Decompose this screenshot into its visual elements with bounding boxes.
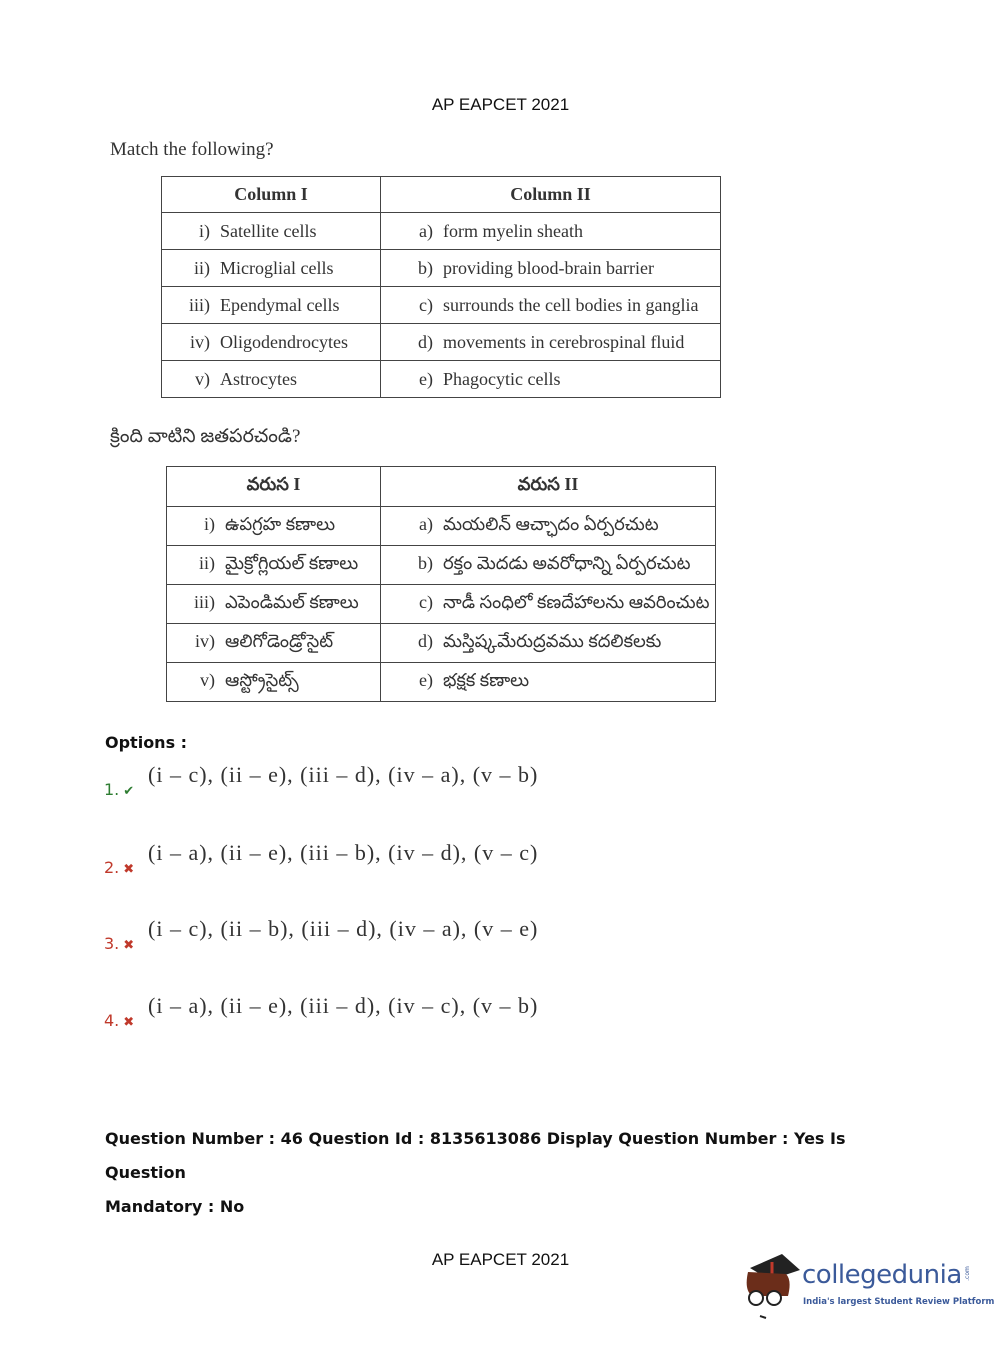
table-cell [381, 287, 721, 324]
table-row [167, 507, 716, 546]
item-text: surrounds the cell bodies in ganglia [443, 294, 699, 315]
logo-text: collegedunia [802, 1260, 962, 1290]
table-cell [167, 624, 381, 663]
table-row [167, 546, 716, 585]
column-header: వరుస I [167, 467, 381, 507]
item-text: ఆలిగోడెండ్రోసైట్ [225, 630, 334, 651]
option-number-text: 3. [104, 934, 120, 953]
item-number: b) [418, 552, 433, 573]
item-text: form myelin sheath [443, 220, 583, 241]
logo-suffix: .com [963, 1266, 971, 1281]
table-cell [381, 250, 721, 287]
item-number: a) [419, 220, 433, 241]
option-text: (i – a), (ii – e), (iii – d), (iv – c), (v – b) [148, 993, 539, 1018]
item-number: iv) [190, 331, 210, 352]
option-number [104, 934, 144, 953]
item-number: v) [195, 368, 210, 389]
table-cell [381, 324, 721, 361]
option-number [104, 780, 144, 799]
meta-line: Mandatory : No [105, 1197, 245, 1216]
table-cell [381, 546, 716, 585]
collegedunia-logo [742, 1250, 995, 1320]
table-row [162, 213, 721, 250]
table-cell [162, 213, 381, 250]
item-text: ఎపెండిమల్ కణాలు [225, 591, 359, 612]
table-cell [381, 361, 721, 398]
column-header: వరుస II [381, 467, 716, 507]
option-text: (i – a), (ii – e), (iii – b), (iv – d), (v – c) [148, 840, 539, 865]
option-number-text: 4. [104, 1011, 120, 1030]
mascot-icon [742, 1250, 802, 1320]
item-number: iii) [189, 294, 210, 315]
item-number: d) [418, 630, 433, 651]
question-metadata [105, 1122, 905, 1224]
item-number: b) [418, 257, 433, 278]
item-number: c) [419, 294, 433, 315]
item-number: e) [419, 368, 433, 389]
table-row [162, 324, 721, 361]
item-number: a) [419, 513, 433, 534]
item-number: i) [204, 513, 215, 534]
page-header: AP EAPCET 2021 [431, 95, 570, 114]
item-number: iv) [195, 630, 215, 651]
table-cell [381, 585, 716, 624]
item-text: మస్తిష్కమేరుద్రవము కదలికలకు [443, 630, 662, 651]
match-table-en [161, 176, 721, 398]
item-text: మైక్రోగ్లియల్ కణాలు [225, 552, 359, 573]
logo-tagline: India's largest Student Review Platform [803, 1297, 995, 1307]
table-cell [381, 624, 716, 663]
item-text: Microglial cells [220, 257, 334, 278]
table-cell [162, 250, 381, 287]
item-text: movements in cerebrospinal fluid [443, 331, 685, 352]
table-row [167, 585, 716, 624]
table-row [162, 361, 721, 398]
cross-icon: ✖ [123, 862, 135, 877]
item-text: providing blood-brain barrier [443, 257, 654, 278]
table-row [162, 250, 721, 287]
cross-icon: ✖ [123, 1015, 135, 1030]
item-text: Phagocytic cells [443, 368, 561, 389]
item-number: c) [419, 591, 433, 612]
option-text: (i – c), (ii – b), (iii – d), (iv – a), (v – e) [148, 916, 539, 941]
check-icon: ✔ [123, 784, 135, 799]
table-cell [381, 213, 721, 250]
table-cell [381, 663, 716, 702]
match-table-te [166, 466, 716, 702]
table-cell [167, 546, 381, 585]
item-text: Ependymal cells [220, 294, 340, 315]
table-row [162, 287, 721, 324]
table-row [167, 624, 716, 663]
table-row [167, 663, 716, 702]
option-number [104, 858, 144, 877]
item-text: Satellite cells [220, 220, 317, 241]
item-number: i) [199, 220, 210, 241]
option-number-text: 1. [104, 780, 120, 799]
item-text: Astrocytes [220, 368, 297, 389]
item-text: నాడీ సంధిలో కణదేహాలను ఆవరించుట [443, 591, 710, 612]
page-footer: AP EAPCET 2021 [431, 1250, 570, 1269]
option-number [104, 1011, 144, 1030]
item-text: మయలిన్ ఆచ్ఛాదం ఏర్పరచుట [443, 513, 659, 534]
options-label: Options : [105, 733, 188, 752]
table-cell [162, 287, 381, 324]
table-cell [381, 507, 716, 546]
column-header: Column I [162, 177, 381, 213]
item-text: ఉపగ్రహ కణాలు [225, 513, 336, 534]
cross-icon: ✖ [123, 938, 135, 953]
question-text-te: క్రింది వాటిని జతపరచండి? [110, 426, 301, 447]
item-text: ఆస్ట్రోసైట్స్ [225, 669, 299, 690]
item-text: రక్తం మెదడు అవరోధాన్ని ఏర్పరచుట [443, 552, 691, 573]
meta-line: Question Number : 46 Question Id : 8135613086 Display Question Number : Yes Is Question [105, 1129, 846, 1182]
table-cell [167, 585, 381, 624]
option-text: (i – c), (ii – e), (iii – d), (iv – a), (v – b) [148, 762, 539, 787]
item-number: ii) [199, 552, 215, 573]
table-cell [167, 507, 381, 546]
item-text: Oligodendrocytes [220, 331, 348, 352]
column-header: Column II [381, 177, 721, 213]
item-number: v) [200, 669, 215, 690]
table-cell [162, 324, 381, 361]
item-number: iii) [194, 591, 215, 612]
item-number: d) [418, 331, 433, 352]
question-text-en: Match the following? [110, 139, 274, 160]
option-number-text: 2. [104, 858, 120, 877]
table-cell [167, 663, 381, 702]
table-cell [162, 361, 381, 398]
item-number: e) [419, 669, 433, 690]
item-text: భక్షక కణాలు [443, 669, 530, 690]
item-number: ii) [194, 257, 210, 278]
